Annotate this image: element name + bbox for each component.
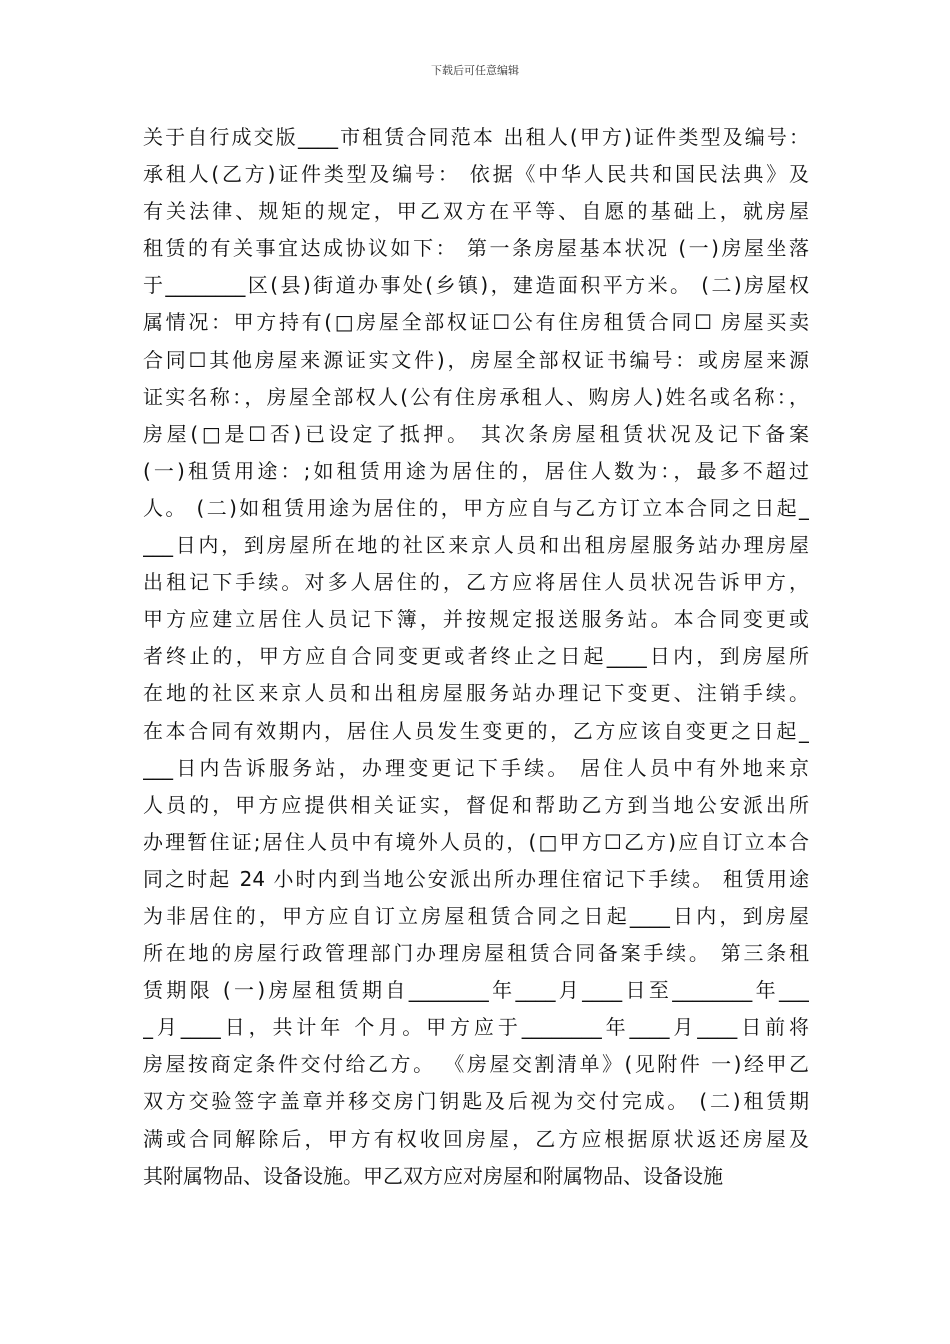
body-line: 有关法律、规矩的规定，甲乙双方在平等、自愿的基础上，就房屋 (143, 199, 809, 224)
body-line: 同之时起 24 小时内到当地公安派出所办理住宿记下手续。 租赁用途 (143, 866, 809, 891)
body-line: 属情况：甲方持有(□房屋全部权证☐公有住房租赁合同☐ 房屋买卖 (143, 310, 809, 335)
page-header: 下载后可任意编辑 (431, 64, 519, 77)
body-line: 赁期限 (一)房屋租赁期自________年____月____日至________年___ (143, 978, 809, 1003)
body-line: 租赁的有关事宜达成协议如下： 第一条房屋基本状况 (一)房屋坐落 (143, 236, 809, 261)
body-line: ___日内告诉服务站，办理变更记下手续。 居住人员中有外地来京 (143, 755, 809, 780)
body-line: 出租记下手续。对多人居住的，乙方应将居住人员状况告诉甲方， (143, 570, 809, 595)
body-line: 人员的，甲方应提供相关证实，督促和帮助乙方到当地公安派出所 (143, 792, 809, 817)
body-line: 满或合同解除后，甲方有权收回房屋，乙方应根据原状返还房屋及 (143, 1126, 809, 1151)
body-line: 在本合同有效期内，居住人员发生变更的，乙方应该自变更之日起_ (143, 718, 809, 743)
body-line: 为非居住的，甲方应自订立房屋租赁合同之日起____日内，到房屋 (143, 903, 809, 928)
body-line: 人。 (二)如租赁用途为居住的，甲方应自与乙方订立本合同之日起_ (143, 495, 809, 520)
body-line: 所在地的房屋行政管理部门办理房屋租赁合同备案手续。 第三条租 (143, 941, 809, 966)
body-line: 于________区(县)街道办事处(乡镇)，建造面积平方米。 (二)房屋权 (143, 273, 809, 298)
body-line: 房屋按商定条件交付给乙方。 《房屋交割清单》(见附件 一)经甲乙 (143, 1052, 809, 1077)
body-line: 其附属物品、设备设施。甲乙双方应对房屋和附属物品、设备设施 (143, 1163, 723, 1188)
body-line: 甲方应建立居住人员记下簿，并按规定报送服务站。本合同变更或 (143, 607, 809, 632)
body-line: 证实名称：，房屋全部权人(公有住房承租人、购房人)姓名或名称：， (143, 384, 809, 409)
body-line: ___日内，到房屋所在地的社区来京人员和出租房屋服务站办理房屋 (143, 533, 809, 558)
body-line: _月____日，共计年 个月。甲方应于________年____月____日前将 (143, 1015, 809, 1040)
body-line: 房屋(□是☐否)已设定了抵押。 其次条房屋租赁状况及记下备案 (143, 421, 809, 446)
body-line: 承租人(乙方)证件类型及编号： 依据《中华人民共和国民法典》及 (143, 162, 809, 187)
body-line: 者终止的，甲方应自合同变更或者终止之日起____日内，到房屋所 (143, 644, 809, 669)
body-line: 双方交验签字盖章并移交房门钥匙及后视为交付完成。 (二)租赁期 (143, 1089, 809, 1114)
contract-body (143, 119, 809, 1195)
body-line: 在地的社区来京人员和出租房屋服务站办理记下变更、注销手续。 (143, 681, 809, 706)
body-line: 关于自行成交版____市租赁合同范本 出租人(甲方)证件类型及编号： (143, 125, 809, 149)
body-line: 办理暂住证;居住人员中有境外人员的，(□甲方☐乙方)应自订立本合 (143, 829, 809, 854)
body-line: 合同☐其他房屋来源证实文件)，房屋全部权证书编号：或房屋来源 (143, 347, 809, 372)
body-line: (一)租赁用途：;如租赁用途为居住的，居住人数为：，最多不超过 (143, 458, 809, 483)
